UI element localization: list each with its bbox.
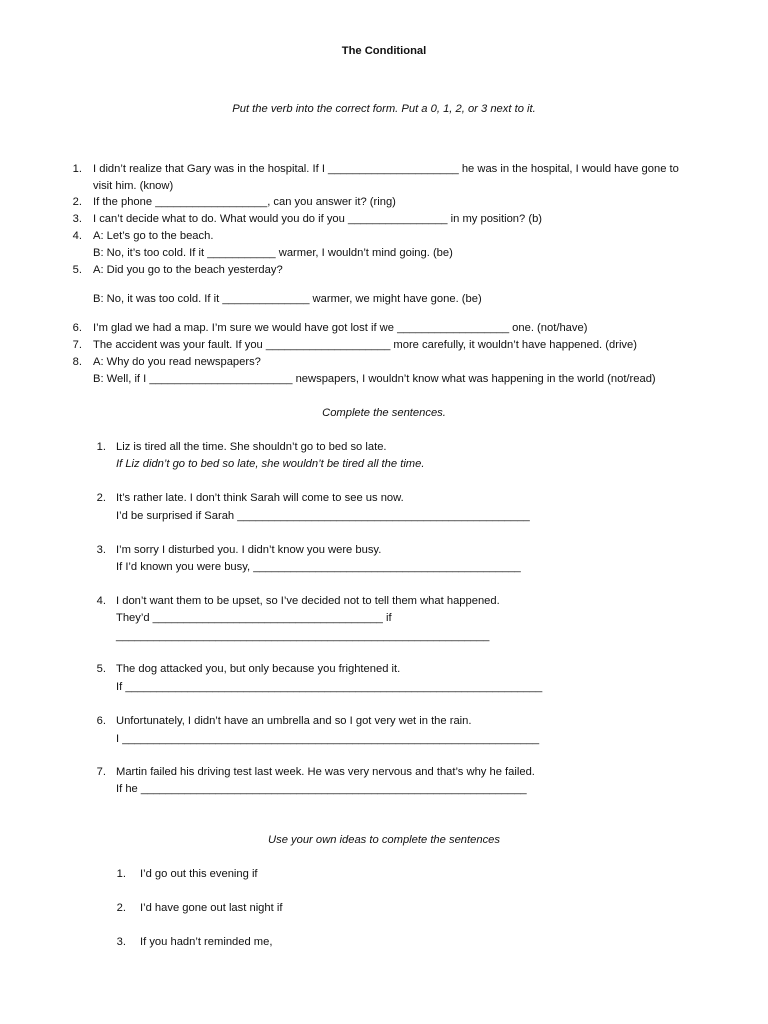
exercise1-item-line: A: Did you go to the beach yesterday? <box>93 264 283 276</box>
exercise1-item-line: If the phone __________________, can you answer it? (ring) <box>93 196 396 208</box>
item-number: 6. <box>72 322 82 334</box>
exercise2-item-line: I ___________________________________________________________________ <box>116 733 540 745</box>
section3-instruction: Use your own ideas to complete the sentences <box>268 834 500 846</box>
example-answer: If Liz didn’t go to bed so late, she wouldn’t be tired all the time. <box>116 458 425 470</box>
item-number: 2. <box>72 196 82 208</box>
item-number: 1. <box>72 163 82 175</box>
exercise2-item-line: I’m sorry I disturbed you. I didn’t know you were busy. <box>116 544 382 556</box>
item-number: 6. <box>96 715 106 727</box>
exercise2-item-line: If ___________________________________________________________________ <box>116 681 543 693</box>
item-number: 3. <box>96 544 106 556</box>
exercise1-item-line: The accident was your fault. If you ____________________ more carefully, it wouldn’t have happened. (drive) <box>93 339 637 351</box>
item-number: 7. <box>96 766 106 778</box>
exercise2-item-line: I don’t want them to be upset, so I’ve decided not to tell them what happened. <box>116 595 500 607</box>
item-number: 3. <box>72 213 82 225</box>
exercise1-item-line: A: Why do you read newspapers? <box>93 356 261 368</box>
exercise2-item-line: If I’d known you were busy, ___________________________________________ <box>116 561 521 573</box>
exercise2-item-line: ____________________________________________________________ <box>116 630 490 642</box>
exercise2-item-line: Liz is tired all the time. She shouldn’t go to bed so late. <box>116 441 387 453</box>
exercise1-item-line: visit him. (know) <box>93 180 174 192</box>
item-number: 7. <box>72 339 82 351</box>
item-number: 5. <box>72 264 82 276</box>
exercise1-item-line: I’m glad we had a map. I’m sure we would have got lost if we __________________ one. (not/have) <box>93 322 588 334</box>
item-number: 5. <box>96 663 106 675</box>
exercise1-item-line: A: Let’s go to the beach. <box>93 230 214 242</box>
exercise2-item-line: Martin failed his driving test last week. He was very nervous and that’s why he failed. <box>116 766 535 778</box>
exercise1-item-line: I can’t decide what to do. What would you do if you ________________ in my position? (b) <box>93 213 543 225</box>
exercise2-item-line: Unfortunately, I didn’t have an umbrella and so I got very wet in the rain. <box>116 715 472 727</box>
item-number: 4. <box>96 595 106 607</box>
exercise2-item-line: The dog attacked you, but only because you frightened it. <box>116 663 401 675</box>
exercise1-item-line: B: No, it’s too cold. If it ___________ warmer, I wouldn’t mind going. (be) <box>93 247 453 259</box>
item-number: 2. <box>96 492 106 504</box>
item-number: 3. <box>116 936 126 948</box>
exercise2-item-line: I’d be surprised if Sarah _______________________________________________ <box>116 510 530 522</box>
section1-instruction: Put the verb into the correct form. Put a 0, 1, 2, or 3 next to it. <box>232 103 536 115</box>
item-number: 1. <box>96 441 106 453</box>
item-number: 8. <box>72 356 82 368</box>
exercise2-item-line: It’s rather late. I don’t think Sarah will come to see us now. <box>116 492 404 504</box>
item-number: 2. <box>116 902 126 914</box>
item-number: 4. <box>72 230 82 242</box>
exercise3-item-line: If you hadn’t reminded me, <box>140 936 273 948</box>
page-title: The Conditional <box>341 45 427 57</box>
exercise2-item-line: If he ______________________________________________________________ <box>116 783 527 795</box>
item-number: 1. <box>116 868 126 880</box>
exercise1-item-line: B: Well, if I _______________________ newspapers, I wouldn’t know what was happening in the world (not/read) <box>93 373 656 385</box>
exercise1-item-line: I didn’t realize that Gary was in the hospital. If I _____________________ he was in the hospital, I would have gone to <box>93 163 679 175</box>
section2-instruction: Complete the sentences. <box>322 407 446 419</box>
exercise3-item-line: I’d have gone out last night if <box>140 902 283 914</box>
exercise1-item-line: B: No, it was too cold. If it ______________ warmer, we might have gone. (be) <box>93 293 482 305</box>
exercise3-item-line: I’d go out this evening if <box>140 868 258 880</box>
exercise2-item-line: They’d _____________________________________ if <box>116 612 392 624</box>
